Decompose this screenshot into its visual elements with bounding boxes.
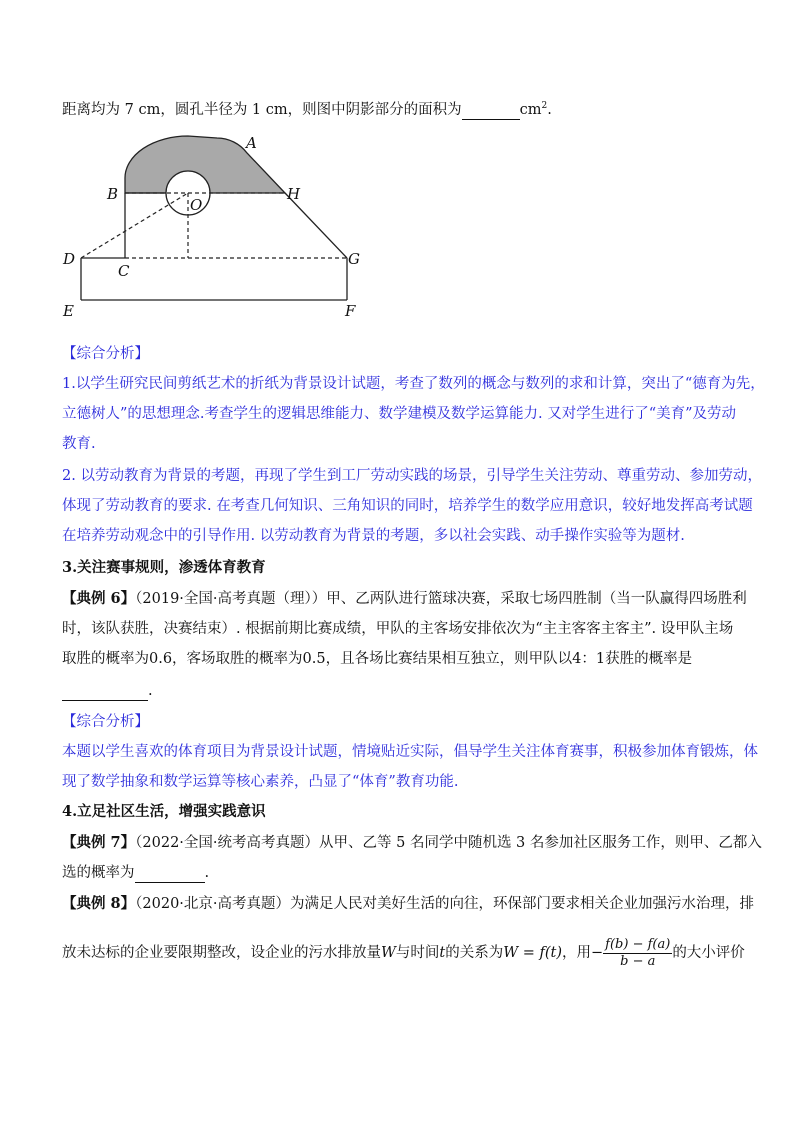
example7-end: . — [204, 865, 210, 881]
analysis-heading-1: 【综合分析】 — [62, 346, 149, 362]
fraction-numerator: f(b) − f(a) — [605, 936, 671, 952]
example8-line1 — [62, 894, 754, 914]
example8-text2d: ，用 — [562, 945, 592, 961]
example6-blank — [62, 684, 148, 701]
example7-text2: 选的概率为 — [62, 865, 135, 881]
analysis1-p2-line1: 2. 以劳动教育为背景的考题，再现了学生到工厂劳动实践的场景，引导学生关注劳动、尊重劳动、参加劳动， — [62, 468, 762, 484]
label-F: F — [345, 302, 356, 320]
intro-end: . — [547, 102, 552, 118]
analysis1-p2-line3: 在培养劳动观念中的引导作用. 以劳动教育为背景的考题，多以社会实践、动手操作实验等为题材. — [62, 528, 685, 544]
example8-line2 — [62, 934, 745, 972]
label-C: C — [118, 262, 130, 280]
label-G: G — [348, 250, 360, 268]
var-W: W — [381, 945, 396, 961]
formula-W-ft: W = f(t) — [503, 945, 563, 961]
example6-answer-line — [62, 681, 153, 701]
example7-line1 — [62, 833, 762, 853]
analysis1-p1-line1: 1.以学生研究民间剪纸艺术的折纸为背景设计试题，考查了数列的概念与数列的求和计算，突出了“德育为先， — [62, 376, 765, 392]
minus-sign: − — [591, 945, 604, 961]
unit-text: cm — [519, 102, 542, 118]
example7-tag: 【典例 7】 — [62, 834, 136, 851]
example6-tag: 【典例 6】 — [62, 590, 136, 607]
geometry-figure — [55, 108, 375, 323]
analysis1-p1-line2: 立德树人”的思想理念.考查学生的逻辑思维能力、数学建模及数学运算能力. 又对学生进行了“美育”及劳动 — [62, 406, 737, 422]
example7-text1: （2022·全国·统考高考真题）从甲、乙等 5 名同学中随机选 3 名参加社区服务工作，则甲、乙都入 — [135, 835, 762, 851]
example6-line2: 时，该队获胜，决赛结束）. 根据前期比赛成绩，甲队的主客场安排依次为“主主客客主客主”. 设甲队主场 — [62, 621, 734, 637]
example8-text2b: 与时间 — [395, 945, 440, 961]
answer-blank — [462, 103, 520, 120]
example8-tag: 【典例 8】 — [62, 895, 136, 912]
section3-heading: 3.关注赛事规则，渗透体育教育 — [62, 559, 266, 576]
analysis1-p2-line2: 体现了劳动教育的要求. 在考查几何知识、三角知识的同时，培养学生的数学应用意识，较好地发挥高考试题 — [62, 498, 753, 514]
fraction-denominator: b − a — [620, 953, 656, 969]
example8-text2c: 的关系为 — [445, 945, 504, 961]
example6-end: . — [148, 683, 153, 699]
example6-line1 — [62, 589, 747, 609]
example8-text2e: 的大小评价 — [672, 945, 745, 961]
label-B: B — [107, 185, 119, 203]
label-E: E — [63, 302, 74, 320]
intro-text: 距离均为 7 cm，圆孔半径为 1 cm，则图中阴影部分的面积为 — [62, 102, 462, 118]
line-DO — [81, 193, 188, 258]
example8-text2a: 放未达标的企业要限期整改，设企业的污水排放量 — [62, 945, 381, 961]
example7-blank — [135, 866, 205, 883]
analysis2-line1: 本题以学生喜欢的体育项目为背景设计试题，情境贴近实际，倡导学生关注体育赛事，积极参加体育锻炼，体 — [62, 744, 758, 760]
label-O: O — [190, 196, 203, 214]
unit-exponent: 2 — [541, 101, 548, 112]
example6-text1: （2019·全国·高考真题（理））甲、乙两队进行篮球决赛，采取七场四胜制（当一队赢得四场胜利 — [135, 591, 747, 607]
analysis1-p1-line3: 教育. — [62, 436, 96, 452]
example6-line3: 取胜的概率为0.6，客场取胜的概率为0.5，且各场比赛结果相互独立，则甲队以4：1获胜的概率是 — [62, 651, 693, 667]
var-t: t — [439, 945, 446, 961]
label-H: H — [287, 185, 301, 203]
label-D: D — [63, 250, 76, 268]
section4-heading: 4.立足社区生活，增强实践意识 — [62, 803, 266, 820]
analysis2-line2: 现了数学抽象和数学运算等核心素养，凸显了“体育”教育功能. — [62, 774, 459, 790]
example7-line2 — [62, 863, 209, 883]
label-A: A — [246, 134, 257, 152]
analysis-heading-2: 【综合分析】 — [62, 714, 149, 730]
fraction — [603, 937, 672, 970]
example8-text1: （2020·北京·高考真题）为满足人民对美好生活的向往，环保部门要求相关企业加强污水治理，排 — [135, 896, 755, 912]
